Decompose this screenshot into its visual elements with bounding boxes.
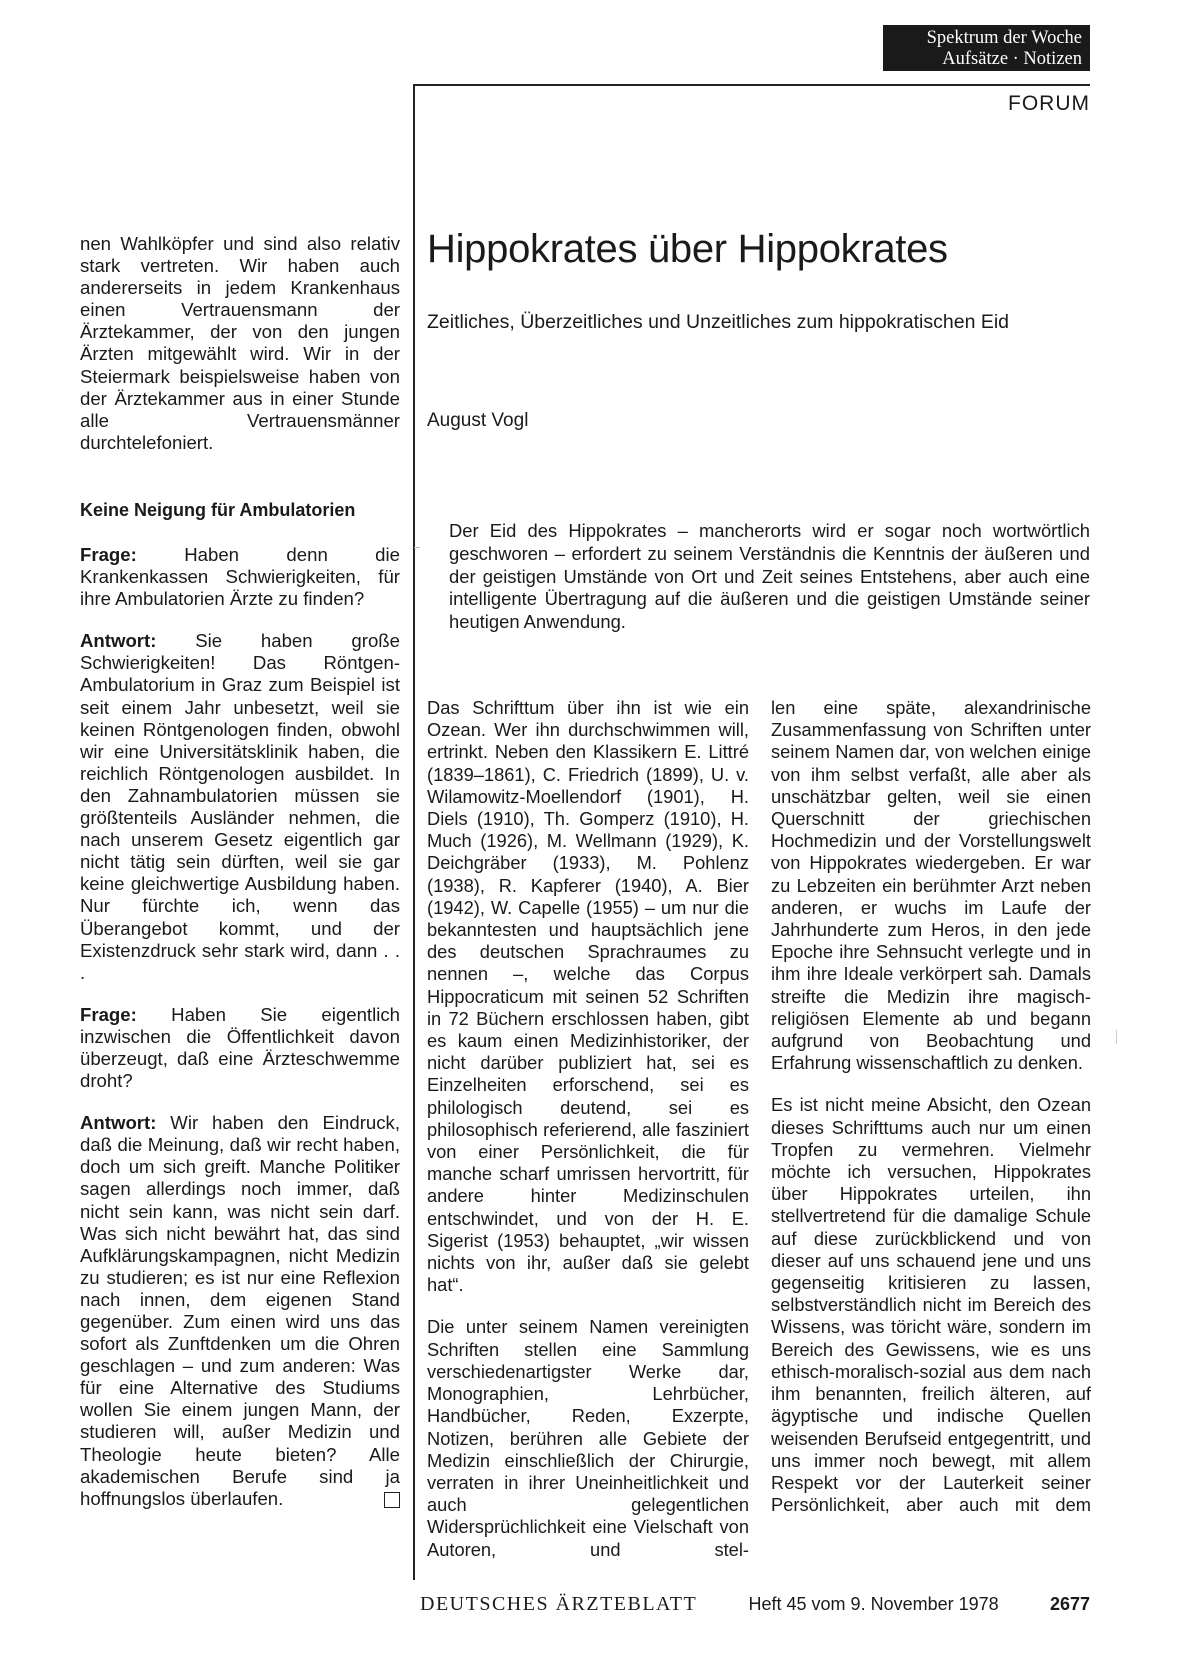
question-text: Haben Sie eigentlich inzwischen die Öffentlichkeit davon überzeugt, daß eine Ärzteschwemme droht?	[80, 1003, 400, 1092]
question-text: Haben denn die Krankenkassen Schwierigkeiten, für ihre Ambulatorien Ärzte zu finden?	[80, 544, 400, 610]
column-divider	[413, 84, 415, 1580]
answer-1	[80, 630, 400, 984]
body-paragraph: Das Schrifttum über ihn ist wie ein Ozean. Wer ihn durchschwimmen will, ertrinkt. Neben den Klassikern E. Littré (1839–1861), C. Friedrich (1899), U. v. Wilamowitz-Moellendorf (1901), H. Diels (1910), Th. Gomperz (1910), H. Much (1926), M. Wellmann (1929), K. Deichgräber (1933), M. Pohlenz (1938), R. Kapferer (1940), A. Bier (1942), W. Capelle (1955) – um nur die bekanntesten und hauptsächlich jene des deutschen Sprachraumes zu nennen –, welche das Corpus Hippocraticum mit seinen 52 Schriften in 72 Büchern erschlossen haben, gibt es kaum einen Medizinhistoriker, der nicht darüber publiziert hat, sei es Einzelheiten erforschend, sei es philologisch deutend, sei es philosophisch referierend, alle fasziniert von einer Persönlichkeit, die für manche scharf umrissen hervortritt, für andere hinter Medizinschulen entschwindet, und von der H. E. Sigerist (1953) behauptet, „wir wissen nichts von ihr, außer daß sie gelebt hat“.	[427, 697, 749, 1296]
page-number: 2677	[1049, 1594, 1090, 1614]
article-column-1	[427, 697, 749, 1581]
interview-column	[80, 544, 400, 1530]
journal-name: DEUTSCHES ÄRZTEBLATT	[420, 1593, 698, 1615]
question-label: Frage:	[80, 544, 137, 565]
continued-paragraph: nen Wahlköpfer und sind also relativ stark vertreten. Wir haben auch andererseits in jedem Krankenhaus einen Vertrauensmann der Ärztekammer, der von den jungen Ärzten mitgewählt wird. Wir in der Steiermark beispielsweise haben von der Ärztekammer aus in einer Stunde alle Vertrauensmänner durchtelefoniert.	[80, 233, 400, 453]
interview-subheading: Keine Neigung für Ambulatorien	[80, 500, 356, 520]
badge-line-1: Spektrum der Woche	[926, 28, 1082, 48]
end-of-article-icon	[384, 1492, 400, 1508]
interview-continuation	[80, 233, 400, 454]
article-column-2	[771, 697, 1091, 1536]
answer-text: Sie haben große Schwierigkeiten! Das Röntgen-Ambulatorium in Graz zum Beispiel ist seit einem Jahr unbesetzt, weil sie keinen Röntgenologen finden, obwohl wir eine Universitätsklinik haben, die reichlich Röntgenologen ausbildet. In den Zahnambulatorien müssen sie größtenteils Ausländer nehmen, die nach unserem Gesetz eigentlich gar nicht tätig sein dürften, weil sie gar keine gleichwertige Ausbildung haben. Nur fürchte ich, wenn das Überangebot kommt, und der Existenzdruck sehr stark wird, dann . . .	[80, 630, 400, 983]
article-lead	[449, 520, 1090, 634]
body-paragraph: len eine späte, alexandrinische Zusammenfassung von Schriften unter seinem Namen dar, von welchen einige von ihm selbst verfaßt, alle aber als unschätzbar gelten, weil sie einen Querschnitt der griechischen Hochmedizin und der Vorstellungswelt von Hippokrates wiedergeben. Er war zu Lebzeiten ein berühmter Arzt neben anderen, er wuchs im Laufe der Jahrhunderte zum Heros, in den jede Epoche ihre Sehnsucht verlegte und in ihm ihre Ideale verkörpert sah. Damals streifte die Medizin ihre magisch-religiösen Elemente ab und begann aufgrund von Beobachtung und Erfahrung wissenschaftlich zu denken.	[771, 697, 1091, 1074]
issue-info: Heft 45 vom 9. November 1978	[748, 1594, 999, 1614]
divider-tick	[414, 547, 420, 548]
margin-mark	[1116, 1030, 1117, 1044]
body-paragraph: Es ist nicht meine Absicht, den Ozean dieses Schrifttums auch nur um einen Tropfen zu vermehren. Vielmehr möchte ich versuchen, Hippokrates über Hippokrates urteilen, ihn stellvertretend für die damalige Schule auf diese zurückblickend und von dieser auf uns schauend jene und uns gegenseitig kritisieren zu lassen, selbstverständlich nicht im Bereich des Wissens, was töricht wäre, sondern im Bereich des Gewissens, wie es uns ethisch-moralisch-sozial aus dem nach ihm benannten, freilich älteren, auf ägyptische und indische Quellen weisenden Berufseid entgegentritt, und uns immer noch bewegt, mit allem Respekt vor der Lauterkeit seiner Persönlichkeit, aber auch mit dem	[771, 1094, 1091, 1516]
body-paragraph: Die unter seinem Namen vereinigten Schriften stellen eine Sammlung verschiedenartigster Werke dar, Monographien, Lehrbücher, Handbücher, Reden, Exzerpte, Notizen, berühren alle Gebiete der Medizin einschließlich der Chirurgie, verraten in ihrer Uneinheitlichkeit und auch gelegentlichen Widersprüchlichkeit eine Vielschaft von Autoren, und stel-	[427, 1316, 749, 1560]
question-label: Frage:	[80, 1003, 137, 1025]
page-footer	[420, 1593, 1090, 1616]
answer-label: Antwort:	[80, 630, 157, 652]
section-label: FORUM	[1008, 92, 1090, 115]
lead-paragraph: Der Eid des Hippokrates – mancherorts wird er sogar noch wortwörtlich geschworen – erfordert zu seinem Verständnis die Kenntnis der äußeren und der geistigen Umstände von Ort und Zeit seines Entstehens, aber auch eine intelligente Übertragung auf die äußeren und die geistigen Umstände seiner heutigen Anwendung.	[449, 520, 1090, 633]
article-title: Hippokrates über Hippokrates	[427, 227, 948, 271]
question-2	[80, 1004, 400, 1092]
header-rule	[413, 84, 1090, 86]
badge-line-2: Aufsätze · Notizen	[942, 49, 1082, 69]
question-1	[80, 544, 400, 610]
answer-label: Antwort:	[80, 1112, 157, 1134]
section-badge	[883, 25, 1090, 71]
answer-text: Wir haben den Eindruck, daß die Meinung, daß wir recht haben, doch um sich greift. Manche Politiker sagen allerdings noch immer, daß nicht sein kann, was nicht sein darf. Was sich nicht bewährt hat, das sind Aufklärungskampagnen, nicht Medizin zu studieren; es ist nur eine Reflexion nach innen, dem eigenen Stand gegenüber. Zum einen wird uns das sofort als Zunftdenken um die Ohren geschlagen – und zum anderen: Was für eine Alternative des Studiums wollen Sie einem jungen Mann, der studieren will, außer Medizin und Theologie heute bieten? Alle akademischen Berufe sind ja hoffnungslos überlaufen.	[80, 1112, 400, 1509]
answer-2	[80, 1112, 400, 1510]
article-author: August Vogl	[427, 410, 529, 431]
article-subtitle: Zeitliches, Überzeitliches und Unzeitliches zum hippokratischen Eid	[427, 311, 1010, 333]
